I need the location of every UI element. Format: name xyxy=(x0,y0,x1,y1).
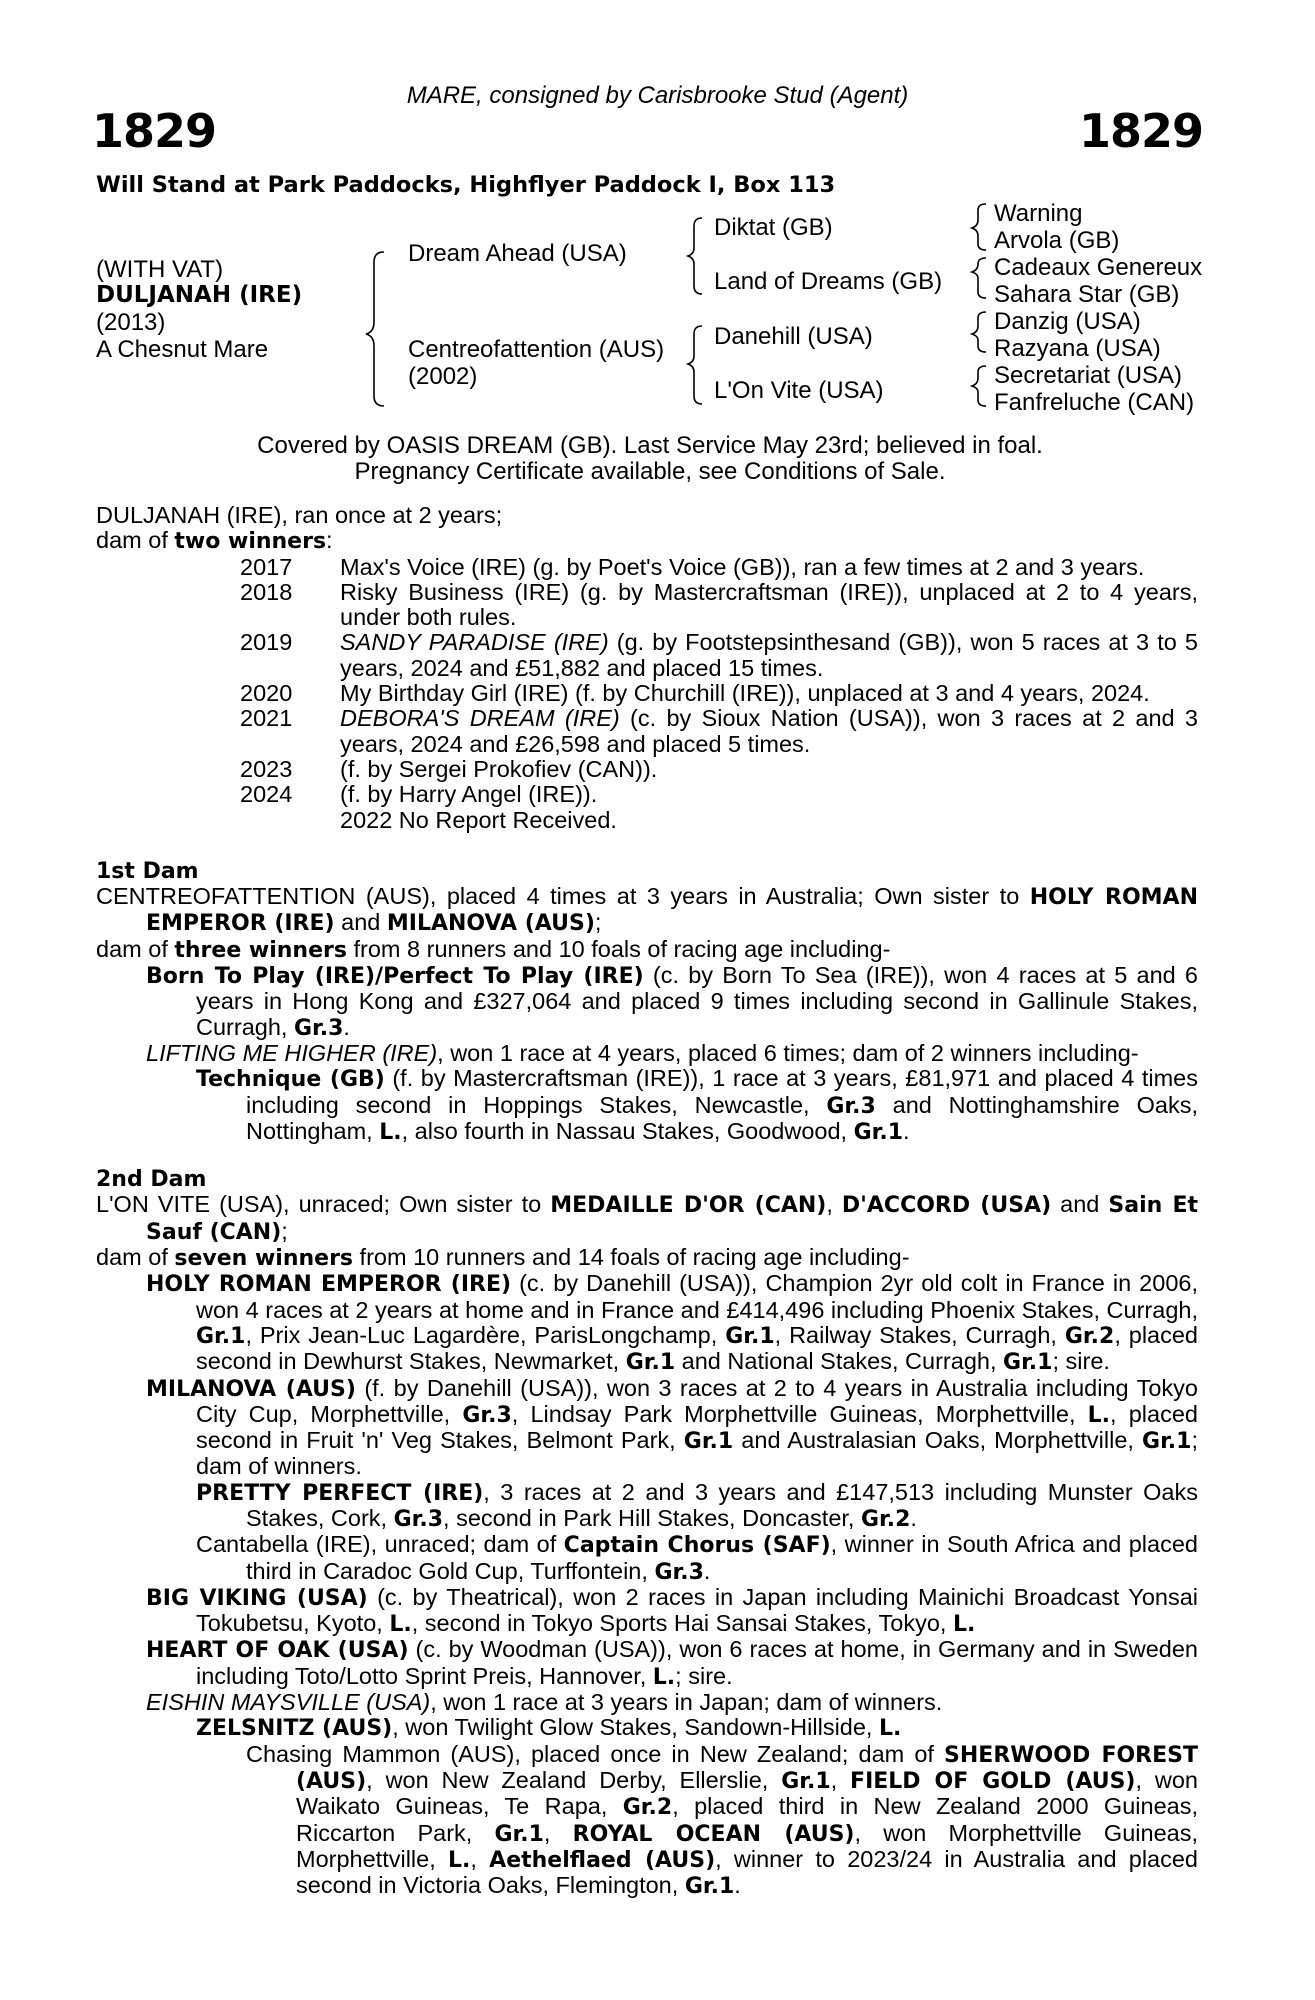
catalogue-body xyxy=(96,503,1198,1899)
dam-name: Centreofattention (AUS) xyxy=(408,336,665,363)
ancestor-8: Fanfreluche (CAN) xyxy=(994,389,1195,416)
second-dam-progeny: BIG VIKING (USA) (c. by Theatrical), won 2 races in Japan including Mainichi Broadcast Yonsai Tokubetsu, Kyoto, L., second in Tokyo Sports Hai Sansai Stakes, Tokyo, L. xyxy=(146,1583,1199,1638)
first-dam-progeny: LIFTING ME HIGHER (IRE), won 1 race at 4 years, placed 6 times; dam of 2 winners including- xyxy=(146,1039,1139,1066)
pedigree-brace-g4 xyxy=(972,366,986,406)
produce-dam-of: dam of two winners: xyxy=(96,527,333,555)
horse-name: DULJANAH (IRE) xyxy=(96,282,303,308)
produce-record: 2018 Risky Business (IRE) (g. by Mastercraftsman (IRE)), unplaced at 2 to 4 years, under both rules. xyxy=(240,578,1198,631)
produce-record: 2019 SANDY PARADISE (IRE) (g. by Footstepsinthesand (GB)), won 5 races at 3 to 5 years, 2024 and £51,882 and placed 15 times. xyxy=(240,629,1198,681)
vat-note: (WITH VAT) xyxy=(96,256,224,283)
produce-record: 2023 (f. by Sergei Prokofiev (CAN)). xyxy=(240,755,658,782)
produce-record: 2021 DEBORA'S DREAM (IRE) (c. by Sioux Nation (USA)), won 3 races at 2 and 3 years, 2024 and £26,598 and placed 5 times. xyxy=(240,705,1198,757)
sire-sire-name: Diktat (GB) xyxy=(714,214,833,241)
covered-line: Covered by OASIS DREAM (GB). Last Service May 23rd; believed in foal. xyxy=(257,432,1043,459)
dam-sire-name: Danehill (USA) xyxy=(714,323,873,350)
sire-name: Dream Ahead (USA) xyxy=(408,240,627,267)
second-dam-progeny: EISHIN MAYSVILLE (USA), won 1 race at 3 years in Japan; dam of winners. xyxy=(146,1689,943,1716)
dam-dam-name: L'On Vite (USA) xyxy=(714,377,884,404)
consignor-line: MARE, consigned by Carisbrooke Stud (Agent) xyxy=(406,82,909,109)
ancestor-5: Danzig (USA) xyxy=(994,308,1141,335)
horse-year: (2013) xyxy=(96,309,166,336)
lot-number-left: 1829 xyxy=(92,104,217,158)
first-dam-produce-line: dam of three winners from 8 runners and 10 foals of racing age including- xyxy=(96,935,891,963)
produce-record: 2024 (f. by Harry Angel (IRE)). xyxy=(240,781,598,808)
second-dam-progeny: MILANOVA (AUS) (f. by Danehill (USA)), won 3 races at 2 to 4 years in Australia including Tokyo City Cup, Morphettville, Gr.3, Lindsay Park Morphettville Guineas, Morphettville, L., placed second in Fruit 'n' Veg Stakes, Belmont Park, Gr.1 and Australasian Oaks, Morphettville, Gr.1; dam of winners. xyxy=(146,1374,1198,1480)
pedigree-brace-g2 xyxy=(972,258,986,298)
second-dam-produce-line: dam of seven winners from 10 runners and 14 foals of racing age including- xyxy=(96,1244,910,1272)
first-dam-progeny: Born To Play (IRE)/Perfect To Play (IRE) (c. by Born To Sea (IRE)), won 4 races at 5 and 6 years in Hong Kong and £327,064 and placed 9 times including second in Gallinule Stakes, Curragh, Gr.3. xyxy=(146,962,1198,1041)
pedigree-brace-dam xyxy=(688,326,702,404)
first-dam-summary: CENTREOFATTENTION (AUS), placed 4 times at 3 years in Australia; Own sister to HOLY ROMAN EMPEROR (IRE) and MILANOVA (AUS); xyxy=(96,883,1198,937)
second-dam-summary: L'ON VITE (USA), unraced; Own sister to MEDAILLE D'OR (CAN), D'ACCORD (USA) and Sain Et Sauf (CAN); xyxy=(96,1191,1198,1245)
lot-number-right: 1829 xyxy=(1078,104,1203,158)
dam-year: (2002) xyxy=(408,363,478,390)
first-dam-heading: 1st Dam xyxy=(96,858,199,884)
produce-record: 2017 Max's Voice (IRE) (g. by Poet's Voice (GB)), ran a few times at 2 and 3 years. xyxy=(240,553,1145,580)
ancestor-1: Warning xyxy=(994,200,1083,227)
sire-dam-name: Land of Dreams (GB) xyxy=(714,268,943,295)
second-dam-grand-progeny: Cantabella (IRE), unraced; dam of Captain Chorus (SAF), winner in South Africa and placed third in Caradoc Gold Cup, Turffontein, Gr.3. xyxy=(196,1531,1198,1585)
ancestor-2: Arvola (GB) xyxy=(994,227,1120,254)
pedigree-brace-gen1 xyxy=(366,252,384,406)
second-dam-progeny: HOLY ROMAN EMPEROR (IRE) (c. by Danehill (USA)), Champion 2yr old colt in France in 2006, won 4 races at 2 years at home and in France and £414,496 including Phoenix Stakes, Curragh, Gr.1, Prix Jean-Luc Lagardère, ParisLongchamp, Gr.1, Railway Stakes, Curragh, Gr.2, placed second in Dewhurst Stakes, Newmarket, Gr.1 and National Stakes, Curragh, Gr.1; sire. xyxy=(146,1270,1198,1376)
pedigree-brace-g1 xyxy=(972,204,986,250)
second-dam-grand-progeny: Chasing Mammon (AUS), placed once in New Zealand; dam of SHERWOOD FOREST (AUS), won New Zealand Derby, Ellerslie, Gr.1, FIELD OF GOLD (AUS), won Waikato Guineas, Te Rapa, Gr.2, placed third in New Zealand 2000 Guineas, Riccarton Park, Gr.1, ROYAL OCEAN (AUS), won Morphettville Guineas, Morphettville, L., Aethelflaed (AUS), winner to 2023/24 in Australia and placed second in Victoria Oaks, Flemington, Gr.1. xyxy=(246,1740,1199,1900)
ancestor-3: Cadeaux Genereux xyxy=(994,254,1203,281)
second-dam-grand-progeny: PRETTY PERFECT (IRE), 3 races at 2 and 3 years and £147,513 including Munster Oaks Stakes, Cork, Gr.3, second in Park Hill Stakes, Doncaster, Gr.2. xyxy=(196,1478,1198,1532)
ancestor-6: Razyana (USA) xyxy=(994,335,1161,362)
no-report-note: 2022 No Report Received. xyxy=(340,806,617,833)
ancestor-7: Secretariat (USA) xyxy=(994,362,1183,389)
first-dam-grand-progeny: Technique (GB) (f. by Mastercraftsman (IRE)), 1 race at 3 years, £81,971 and placed 4 times including second in Hoppings Stakes, Newcastle, Gr.3 and Nottinghamshire Oaks, Nottingham, L., also fourth in Nassau Stakes, Goodwood, Gr.1. xyxy=(196,1065,1198,1145)
second-dam-grand-progeny: ZELSNITZ (AUS), won Twilight Glow Stakes, Sandown-Hillside, L. xyxy=(196,1714,902,1742)
stand-location: Will Stand at Park Paddocks, Highflyer Paddock I, Box 113 xyxy=(96,172,836,198)
horse-description: A Chesnut Mare xyxy=(96,336,269,363)
ancestor-4: Sahara Star (GB) xyxy=(994,281,1180,308)
produce-record: 2020 My Birthday Girl (IRE) (f. by Churchill (IRE)), unplaced at 3 and 4 years, 2024. xyxy=(240,680,1150,707)
second-dam-progeny: HEART OF OAK (USA) (c. by Woodman (USA)), won 6 races at home, in Germany and in Sweden including Toto/Lotto Sprint Preis, Hannover, L.; sire. xyxy=(146,1636,1199,1690)
second-dam-heading: 2nd Dam xyxy=(96,1167,207,1193)
pregnancy-line: Pregnancy Certificate available, see Conditions of Sale. xyxy=(354,458,946,485)
produce-intro: DULJANAH (IRE), ran once at 2 years; xyxy=(96,502,503,528)
pedigree-brace-g3 xyxy=(972,312,986,352)
pedigree-brace-sire xyxy=(688,218,702,294)
